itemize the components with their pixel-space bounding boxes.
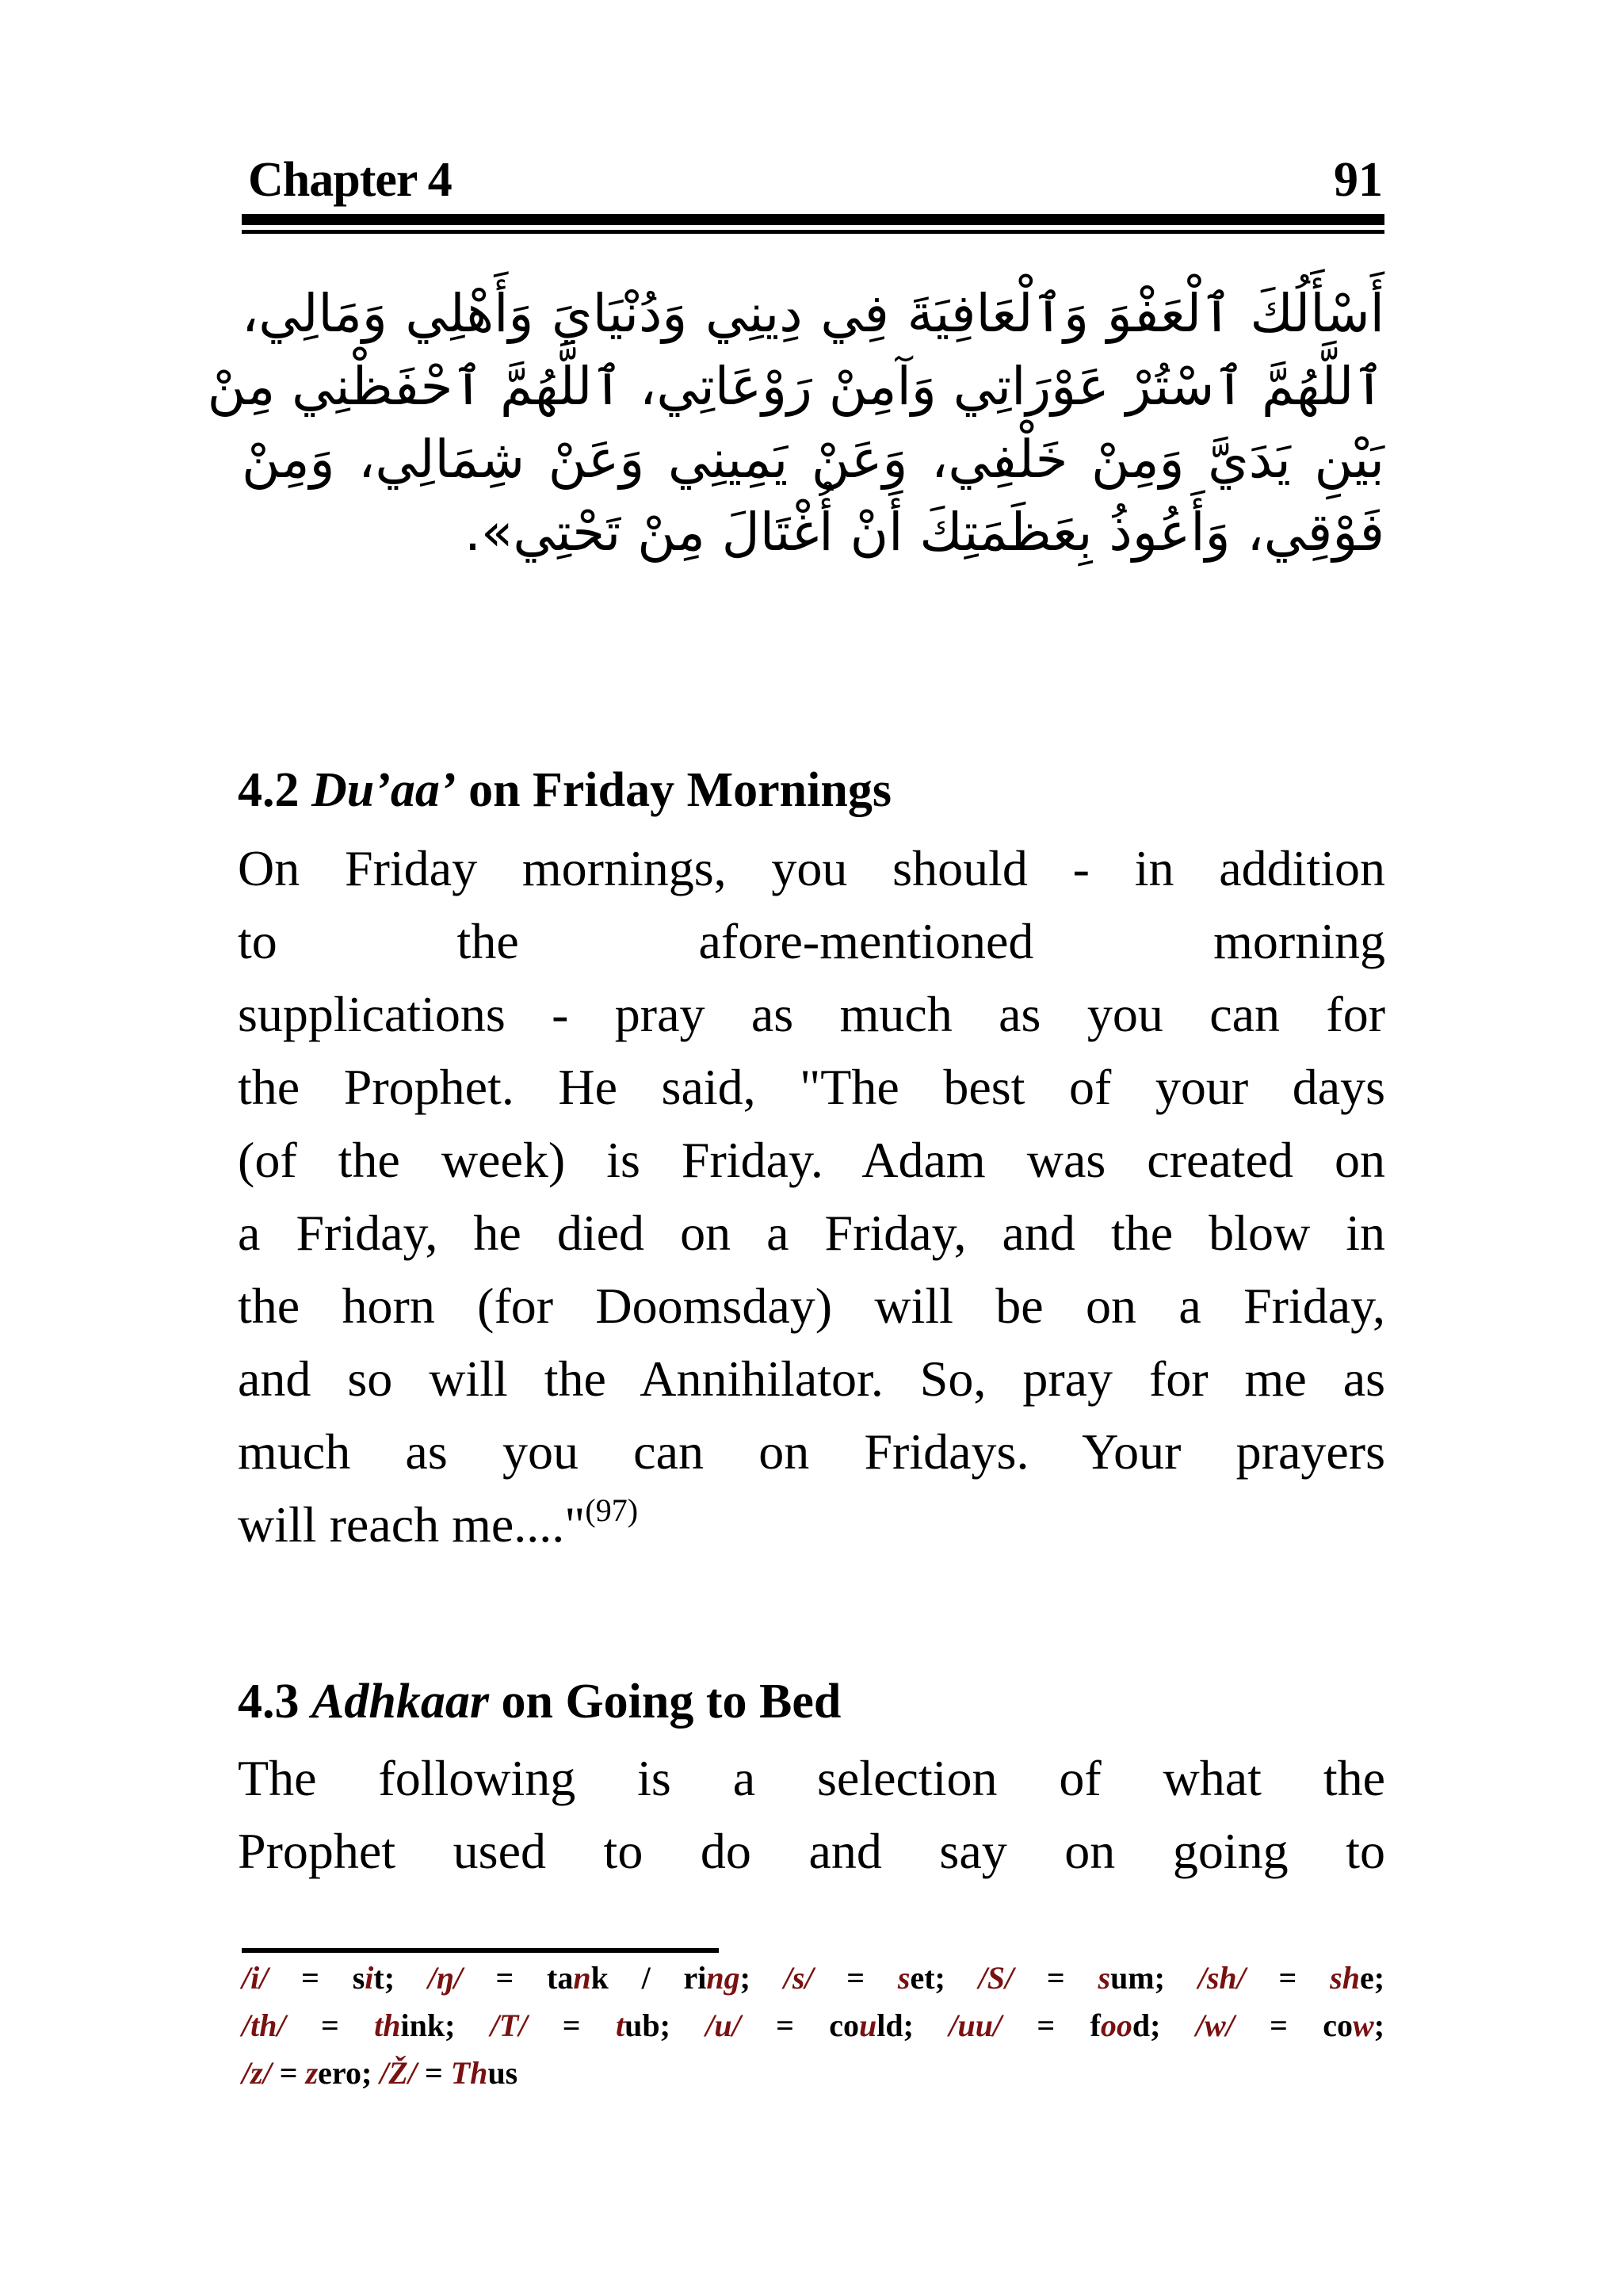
footnote-highlight: oo	[1100, 2008, 1132, 2043]
footnote-text: = s	[268, 1960, 365, 1996]
footnote-highlight: i	[365, 1960, 374, 1996]
citation-marker: (97)	[585, 1492, 639, 1528]
section-heading-4-2	[238, 762, 892, 819]
footnote-symbol: /th/	[242, 2008, 286, 2043]
footnote-highlight: t	[615, 2008, 625, 2043]
footnote-highlight: ng	[706, 1960, 740, 1996]
footnote-text: ld;	[876, 2008, 949, 2043]
section-term: Adhkaar	[311, 1675, 489, 1729]
footnote-text: e;	[1359, 1960, 1385, 1996]
paragraph-line: to the afore-mentioned morning	[238, 913, 1385, 969]
page-number: 91	[1334, 153, 1383, 207]
footnote-text: =	[1245, 1960, 1331, 1996]
footnote-text: =	[527, 2008, 616, 2043]
footnote-symbol: /ŋ/	[427, 1960, 463, 1996]
footnote-text: ink;	[400, 2008, 491, 2043]
footnote-highlight: th	[374, 2008, 401, 2043]
footnote-symbol: /s/	[783, 1960, 814, 1996]
footnote-symbol: /u/	[705, 2008, 741, 2043]
paragraph-line: On Friday mornings, you should - in addition	[238, 840, 1385, 896]
footnote-symbol: /T/	[490, 2008, 528, 2043]
footnote-symbol: /i/	[242, 1960, 269, 1996]
footnote-highlight: w	[1353, 2008, 1374, 2043]
section-4-2-paragraph	[238, 832, 1385, 1561]
footnote-highlight: sh	[1330, 1960, 1360, 1996]
arabic-line: بَيْنِ يَدَيَّ وَمِنْ خَلْفِي، وَعَنْ يَمِينِي وَعَنْ شِمَالِي، وَمِنْ	[242, 429, 1384, 490]
footnote-text: = ta	[462, 1960, 574, 1996]
arabic-supplication	[207, 277, 1384, 569]
footnote-symbol: /uu/	[949, 2008, 1002, 2043]
paragraph-line: Prophet used to do and say on going to	[238, 1823, 1385, 1879]
footnote-text: =	[271, 2055, 306, 2091]
footnote-text: =	[285, 2008, 375, 2043]
footnote-text: =	[813, 1960, 898, 1996]
footnote-text: t;	[373, 1960, 428, 1996]
section-title: on Friday Mornings	[468, 763, 892, 817]
section-number: 4.3	[238, 1675, 300, 1729]
footnote-text: ero;	[318, 2055, 380, 2091]
paragraph-line: the Prophet. He said, "The best of your days	[238, 1059, 1385, 1115]
footnote-text: =	[1014, 1960, 1098, 1996]
paragraph-line: The following is a selection of what the	[238, 1750, 1385, 1806]
arabic-line: أَسْأَلُكَ ٱلْعَفْوَ وَٱلْعَافِيَةَ فِي دِينِي وَدُنْيَايَ وَأَهْلِي وَمَالِي،	[242, 283, 1384, 344]
footnote-text: us	[487, 2055, 518, 2091]
footnote-text: ;	[1373, 2008, 1385, 2043]
paragraph-line: the horn (for Doomsday) will be on a Friday,	[238, 1278, 1385, 1334]
footnote-text: = f	[1002, 2008, 1101, 2043]
footnote-highlight: s	[1098, 1960, 1111, 1996]
footnote-symbol: /sh/	[1197, 1960, 1246, 1996]
paragraph-line: and so will the Annihilator. So, pray for me as	[238, 1350, 1385, 1407]
paragraph-line: much as you can on Fridays. Your prayers	[238, 1423, 1385, 1480]
paragraph-line: a Friday, he died on a Friday, and the blow in	[238, 1205, 1385, 1261]
chapter-label: Chapter 4	[248, 153, 452, 207]
section-4-3-paragraph	[238, 1742, 1385, 1888]
footnote-symbol: /S/	[978, 1960, 1014, 1996]
footnote-highlight: Th	[450, 2055, 488, 2091]
footnote-rule	[242, 1948, 719, 1953]
arabic-line: فَوْقِي، وَأَعُوذُ بِعَظَمَتِكَ أَنْ أُغْتَالَ مِنْ تَحْتِي».	[464, 502, 1384, 563]
header-rule-thin	[242, 230, 1384, 234]
footnote-symbol: /w/	[1195, 2008, 1235, 2043]
paragraph-line: supplications - pray as much as you can for	[238, 986, 1385, 1042]
footnote-text: =	[416, 2055, 451, 2091]
footnote-text: et;	[910, 1960, 979, 1996]
paragraph-line: (of the week) is Friday. Adam was created on	[238, 1132, 1385, 1188]
section-heading-4-3	[238, 1674, 841, 1730]
page-header	[242, 147, 1383, 211]
footnote-text: um;	[1110, 1960, 1198, 1996]
footnote-text: = co	[740, 2008, 860, 2043]
footnote-highlight: n	[573, 1960, 591, 1996]
footnote-highlight: u	[859, 2008, 877, 2043]
footnote-text: ;	[739, 1960, 784, 1996]
paragraph-line-last	[238, 1488, 1385, 1561]
footnote-line-2	[242, 2002, 1384, 2050]
arabic-line: ٱللَّهُمَّ ٱسْتُرْ عَوْرَاتِي وَآمِنْ رَوْعَاتِي، ٱللَّهُمَّ ٱحْفَظْنِي مِنْ	[207, 356, 1384, 417]
section-term: Du’aa’	[311, 763, 456, 817]
footnote-text: k / ri	[590, 1960, 707, 1996]
footnote-text: = co	[1234, 2008, 1354, 2043]
footnote-line-3	[242, 2050, 1384, 2097]
footnote-symbol: /z/	[242, 2055, 272, 2091]
transliteration-footnote	[242, 1954, 1384, 2097]
section-number: 4.2	[238, 763, 300, 817]
footnote-symbol: /Ž/	[380, 2055, 417, 2091]
paragraph-line-text: will reach me...."	[238, 1496, 586, 1553]
section-title: on Going to Bed	[501, 1675, 842, 1729]
footnote-text: d;	[1132, 2008, 1196, 2043]
footnote-highlight: s	[897, 1960, 911, 1996]
header-rule-thick	[242, 214, 1384, 225]
footnote-highlight: z	[305, 2055, 319, 2091]
footnote-text: ub;	[624, 2008, 706, 2043]
footnote-line-1	[242, 1954, 1384, 2002]
